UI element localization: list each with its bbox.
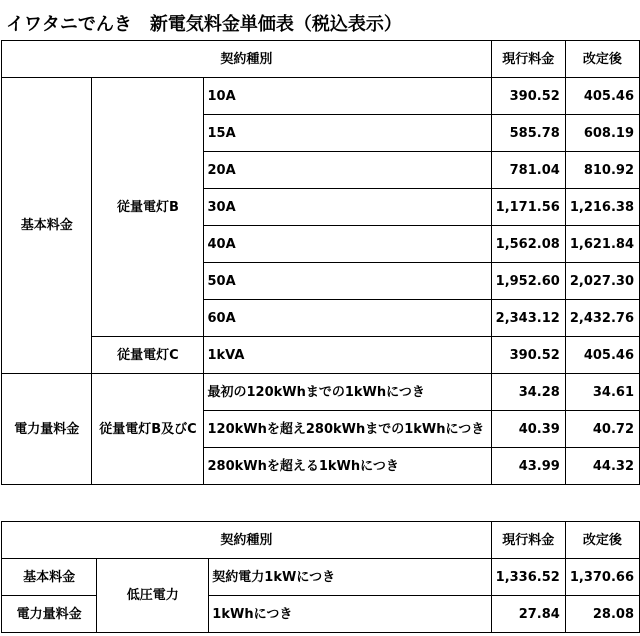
- revised-value: 2,027.30: [565, 263, 639, 300]
- revised-value: 1,216.38: [565, 189, 639, 226]
- current-value: 1,171.56: [491, 189, 565, 226]
- header-current-rate: 現行料金: [491, 522, 565, 559]
- page-title: イワタニでんき 新電気料金単価表（税込表示）: [6, 14, 402, 35]
- table-header-row: [2, 41, 640, 78]
- revised-value: 810.92: [565, 152, 639, 189]
- current-value: 34.28: [491, 374, 565, 411]
- revised-value: 2,432.76: [565, 300, 639, 337]
- row-item: 1kVA: [204, 337, 491, 374]
- table-row: [2, 374, 640, 411]
- header-contract-type: 契約種別: [2, 522, 492, 559]
- plan-b-label: 従量電灯B: [92, 78, 204, 337]
- current-value: 40.39: [491, 411, 565, 448]
- header-revised-rate: 改定後: [565, 41, 639, 78]
- current-value: 390.52: [491, 78, 565, 115]
- row-item: 120kWhを超え280kWhまでの1kWhにつき: [204, 411, 491, 448]
- current-value: 27.84: [491, 596, 565, 633]
- plan-c-label: 従量電灯C: [92, 337, 204, 374]
- table-row: [2, 78, 640, 115]
- current-value: 585.78: [491, 115, 565, 152]
- header-contract-type: 契約種別: [2, 41, 492, 78]
- basic-charge-label: 基本料金: [2, 559, 97, 596]
- current-value: 43.99: [491, 448, 565, 485]
- row-item: 最初の120kWhまでの1kWhにつき: [204, 374, 491, 411]
- header-revised-rate: 改定後: [565, 522, 639, 559]
- row-item: 40A: [204, 226, 491, 263]
- revised-value: 44.32: [565, 448, 639, 485]
- revised-value: 405.46: [565, 78, 639, 115]
- current-value: 1,562.08: [491, 226, 565, 263]
- header-current-rate: 現行料金: [491, 41, 565, 78]
- row-item: 10A: [204, 78, 491, 115]
- low-voltage-label: 低圧電力: [97, 559, 209, 633]
- table-row: [2, 559, 640, 596]
- row-item: 50A: [204, 263, 491, 300]
- row-item: 契約電力1kWにつき: [209, 559, 491, 596]
- revised-value: 28.08: [565, 596, 639, 633]
- energy-charge-label: 電力量料金: [2, 596, 97, 633]
- row-item: 1kWhにつき: [209, 596, 491, 633]
- current-value: 1,336.52: [491, 559, 565, 596]
- revised-value: 1,621.84: [565, 226, 639, 263]
- revised-value: 608.19: [565, 115, 639, 152]
- revised-value: 1,370.66: [565, 559, 639, 596]
- current-value: 781.04: [491, 152, 565, 189]
- row-item: 20A: [204, 152, 491, 189]
- current-value: 1,952.60: [491, 263, 565, 300]
- row-item: 30A: [204, 189, 491, 226]
- rate-table-low-voltage: [1, 521, 640, 633]
- table-header-row: [2, 522, 640, 559]
- row-item: 15A: [204, 115, 491, 152]
- row-item: 280kWhを超える1kWhにつき: [204, 448, 491, 485]
- plan-bc-label: 従量電灯B及びC: [92, 374, 204, 485]
- revised-value: 34.61: [565, 374, 639, 411]
- revised-value: 405.46: [565, 337, 639, 374]
- rate-table-lighting: [1, 40, 640, 485]
- revised-value: 40.72: [565, 411, 639, 448]
- current-value: 390.52: [491, 337, 565, 374]
- basic-charge-label: 基本料金: [2, 78, 92, 374]
- row-item: 60A: [204, 300, 491, 337]
- table-row: [2, 337, 640, 374]
- energy-charge-label: 電力量料金: [2, 374, 92, 485]
- current-value: 2,343.12: [491, 300, 565, 337]
